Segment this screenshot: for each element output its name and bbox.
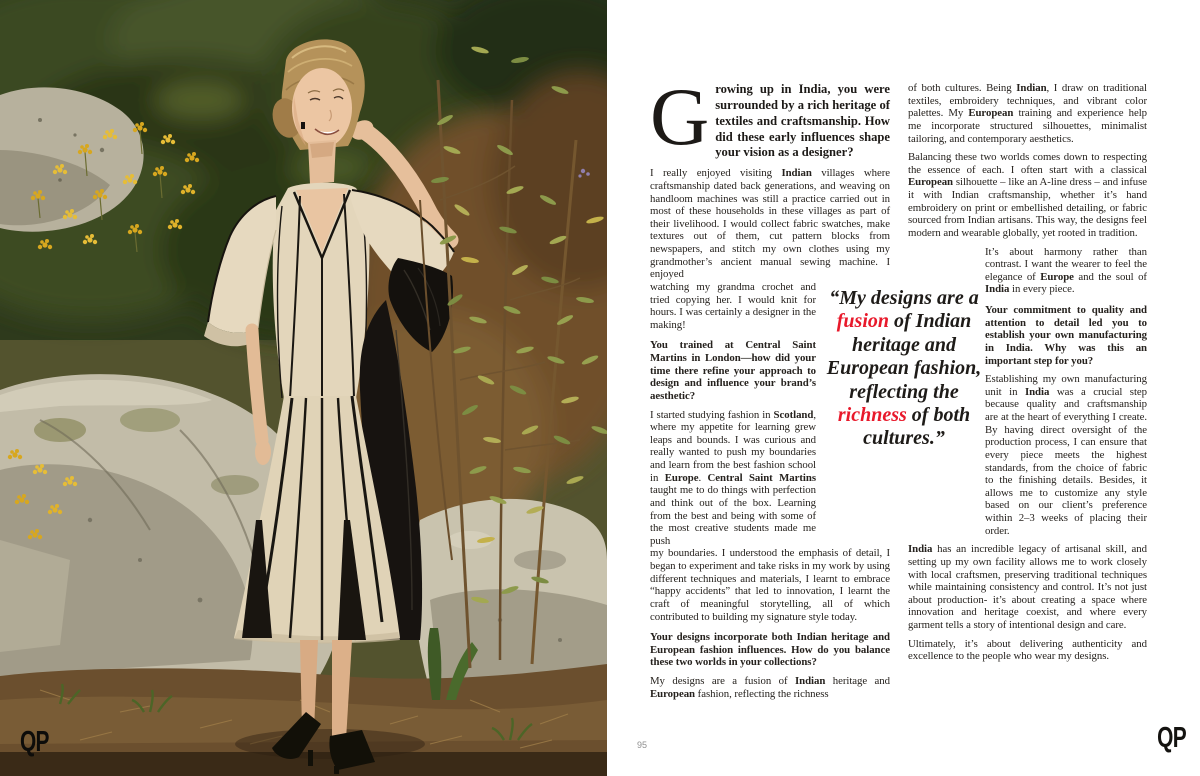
interview-answer: Balancing these two worlds comes down to respecting the essence of each. I often start with a classical European silhouette – like an A-line dress – and infuse it with Indian craftsmanship, whether it’s hand embroidery on print or embellished detailing, or fabric sourced from Indian artisans. This way, the designs feel modern and wearable globally, yet rooted in tradition. <box>908 151 1147 239</box>
lead-question-text: rowing up in India, you were surrounded by a rich heritage of textiles and craftsmanship. How did these early influences shape your vision as a designer? <box>715 82 890 160</box>
interview-question: Your commitment to quality and attention to detail led you to establish your own manufacturing in India. Why was this an important step for you? <box>985 304 1147 367</box>
interview-answer: of both cultures. Being Indian, I draw on traditional textiles, embroidery techniques, and vibrant color palettes. My European training and experience help me incorporate structured silhouettes, minimalist tailoring, and contemporary aesthetics. <box>908 82 1147 145</box>
interview-lead-question <box>650 71 890 162</box>
rocks-right <box>414 499 607 690</box>
interview-answer: India has an incredible legacy of artisanal skill, and setting up my own facility allows me to work closely with local craftsmen, preserving traditional techniques while maintaining consistency and control. It’s not just about production- it’s about creating a space where innovation and heritage coexist, and where every garment tells a story of intentional design and care. <box>908 543 1147 631</box>
page-number: 95 <box>637 740 648 750</box>
interview-question: You trained at Central Saint Martins in London—how did your time there refine your approach to design and influence your brand’s aesthetic? <box>650 339 816 402</box>
interview-answer: It’s about harmony rather than contrast. I want the wearer to feel the elegance of Europe and the soul of India in every piece. <box>985 245 1147 296</box>
article-page <box>607 0 1200 776</box>
interview-answer: Establishing my own manufacturing unit in India was a crucial step because quality and craftsmanship are at the heart of everything I create. By having direct oversight of the production process, I can ensure that every piece meets the highest standards, from the choice of fabric to the finishing details. Besides, it allows me to customize any style based on our client’s preference within 2–3 weeks of placing their order. <box>985 373 1147 537</box>
interview-answer: I really enjoyed visiting Indian villages where craftsmanship dated back generations, and weaving on handloom machines was still a practice carried out in most of these households in these villages as part of their livelihood. I would collect fabric swatches, make textures out of them, cut pattern blocks from newspapers, and stitch my own clothes using my grandmother’s ancient manual sewing machine. I enjoyed <box>650 167 890 281</box>
interview-answer: watching my grandma crochet and tried copying her. I would knit for hours. I was certainly a designer in the making! <box>650 280 816 331</box>
brand-logo-left: QP <box>20 726 49 758</box>
interview-answer: Ultimately, it’s about delivering authenticity and excellence to the people who wear my designs. <box>908 637 1147 663</box>
earring <box>301 122 305 129</box>
drop-cap: G <box>650 71 710 162</box>
pull-quote: “My designs are a fusion of Indian heritage and European fashion, reflecting the richness of both cultures.” <box>826 287 982 450</box>
interview-answer: my boundaries. I understood the emphasis of detail, I began to experiment and take risks in my work by using different techniques and materials, I learnt to embrace “happy accidents” that led to innovation, I learnt the craft of meaningful storytelling, all of which contributed to building my signature style today. <box>650 547 890 623</box>
brand-logo-right: QP <box>1157 722 1186 754</box>
interview-question: Your designs incorporate both Indian heritage and European fashion influences. How do you balance these two worlds in your collections? <box>650 631 890 669</box>
face <box>292 68 352 148</box>
interview-answer: I started studying fashion in Scotland, where my appetite for learning grew leaps and bounds. I was curious and really wanted to push my boundaries and learn from the best fashion school in Europe. Central Saint Martins taught me to do things with perfection and think out of the box. Learning from the best and being with some of the most creative students made me push <box>650 408 816 547</box>
interview-answer: My designs are a fusion of Indian heritage and European fashion, reflecting the richness <box>650 675 890 700</box>
